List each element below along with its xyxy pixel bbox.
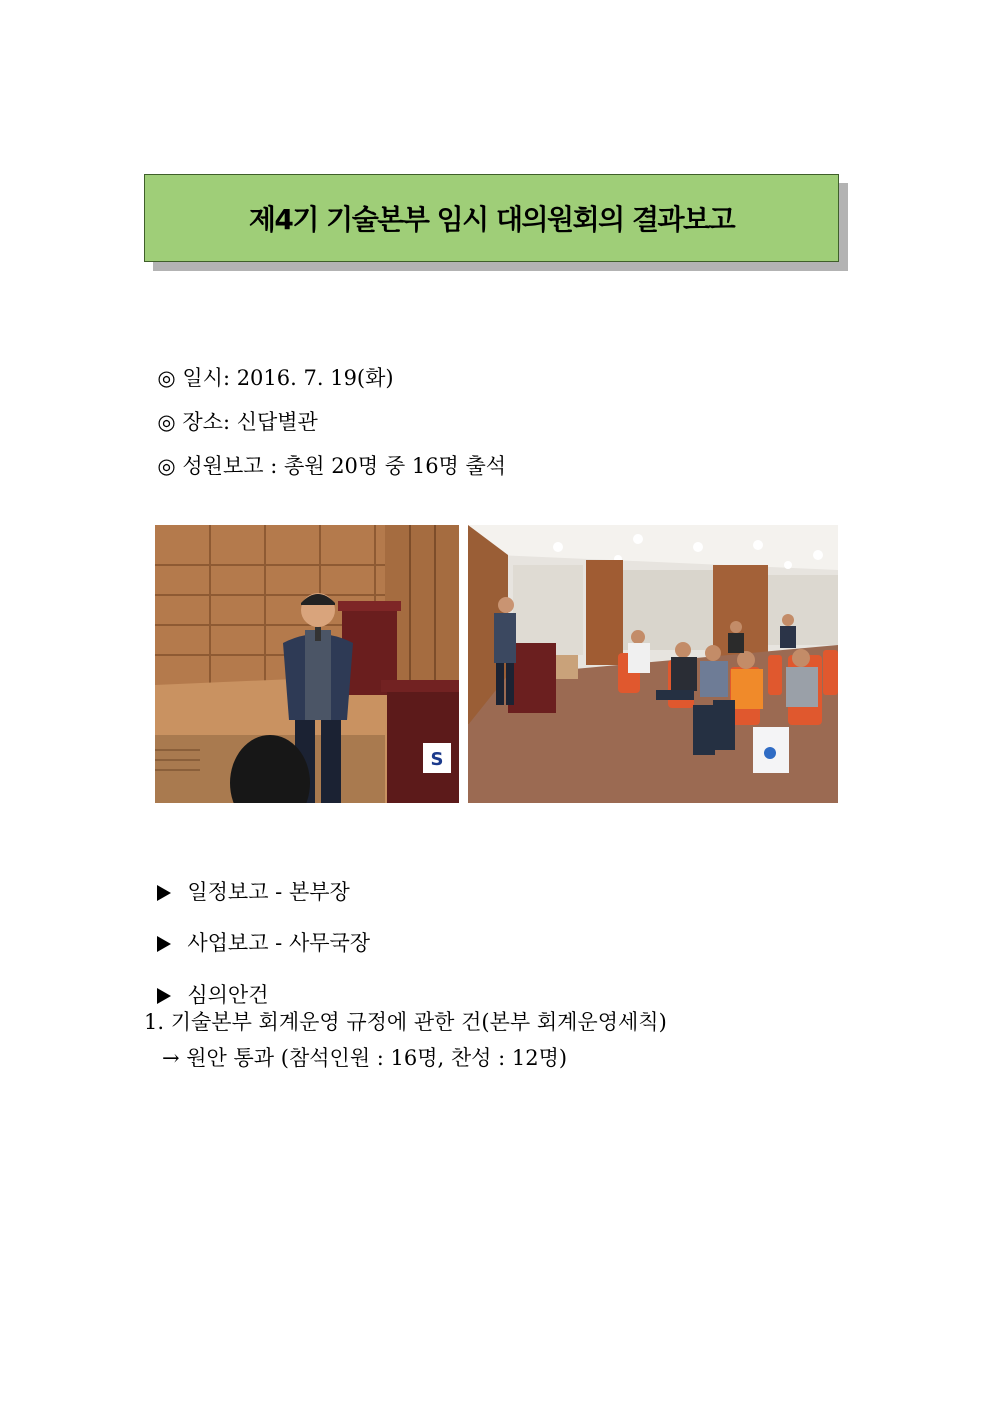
title-box	[144, 174, 839, 262]
info-quorum	[144, 426, 506, 480]
info-place-text: 장소: 신답별관	[182, 410, 318, 434]
triangle-bullet-icon	[157, 988, 171, 1004]
report-item-deliberation	[144, 955, 269, 1009]
title-banner	[144, 174, 839, 262]
report-text: 사업보고 - 사무국장	[187, 931, 371, 955]
photo-speaker	[155, 525, 459, 803]
info-date-text: 일시: 2016. 7. 19(화)	[182, 366, 394, 390]
report-item-business	[144, 903, 370, 957]
agenda-item: 1. 기술본부 회계운영 규정에 관한 건(본부 회계운영세칙)	[144, 1010, 667, 1034]
info-marker: ◎	[157, 366, 176, 390]
report-text: 심의안건	[187, 983, 269, 1007]
info-marker: ◎	[157, 454, 176, 478]
podium-logo: S	[430, 749, 444, 770]
report-item-schedule	[144, 852, 350, 906]
triangle-bullet-icon	[157, 885, 171, 901]
agenda-result: → 원안 통과 (참석인원 : 16명, 찬성 : 12명)	[162, 1046, 568, 1070]
photo-audience	[468, 525, 838, 803]
info-quorum-text: 성원보고 : 총원 20명 중 16명 출석	[182, 454, 507, 478]
report-text: 일정보고 - 본부장	[187, 880, 350, 904]
triangle-bullet-icon	[157, 936, 171, 952]
info-marker: ◎	[157, 410, 176, 434]
page-title: 제4기 기술본부 임시 대의원회의 결과보고	[248, 203, 735, 236]
